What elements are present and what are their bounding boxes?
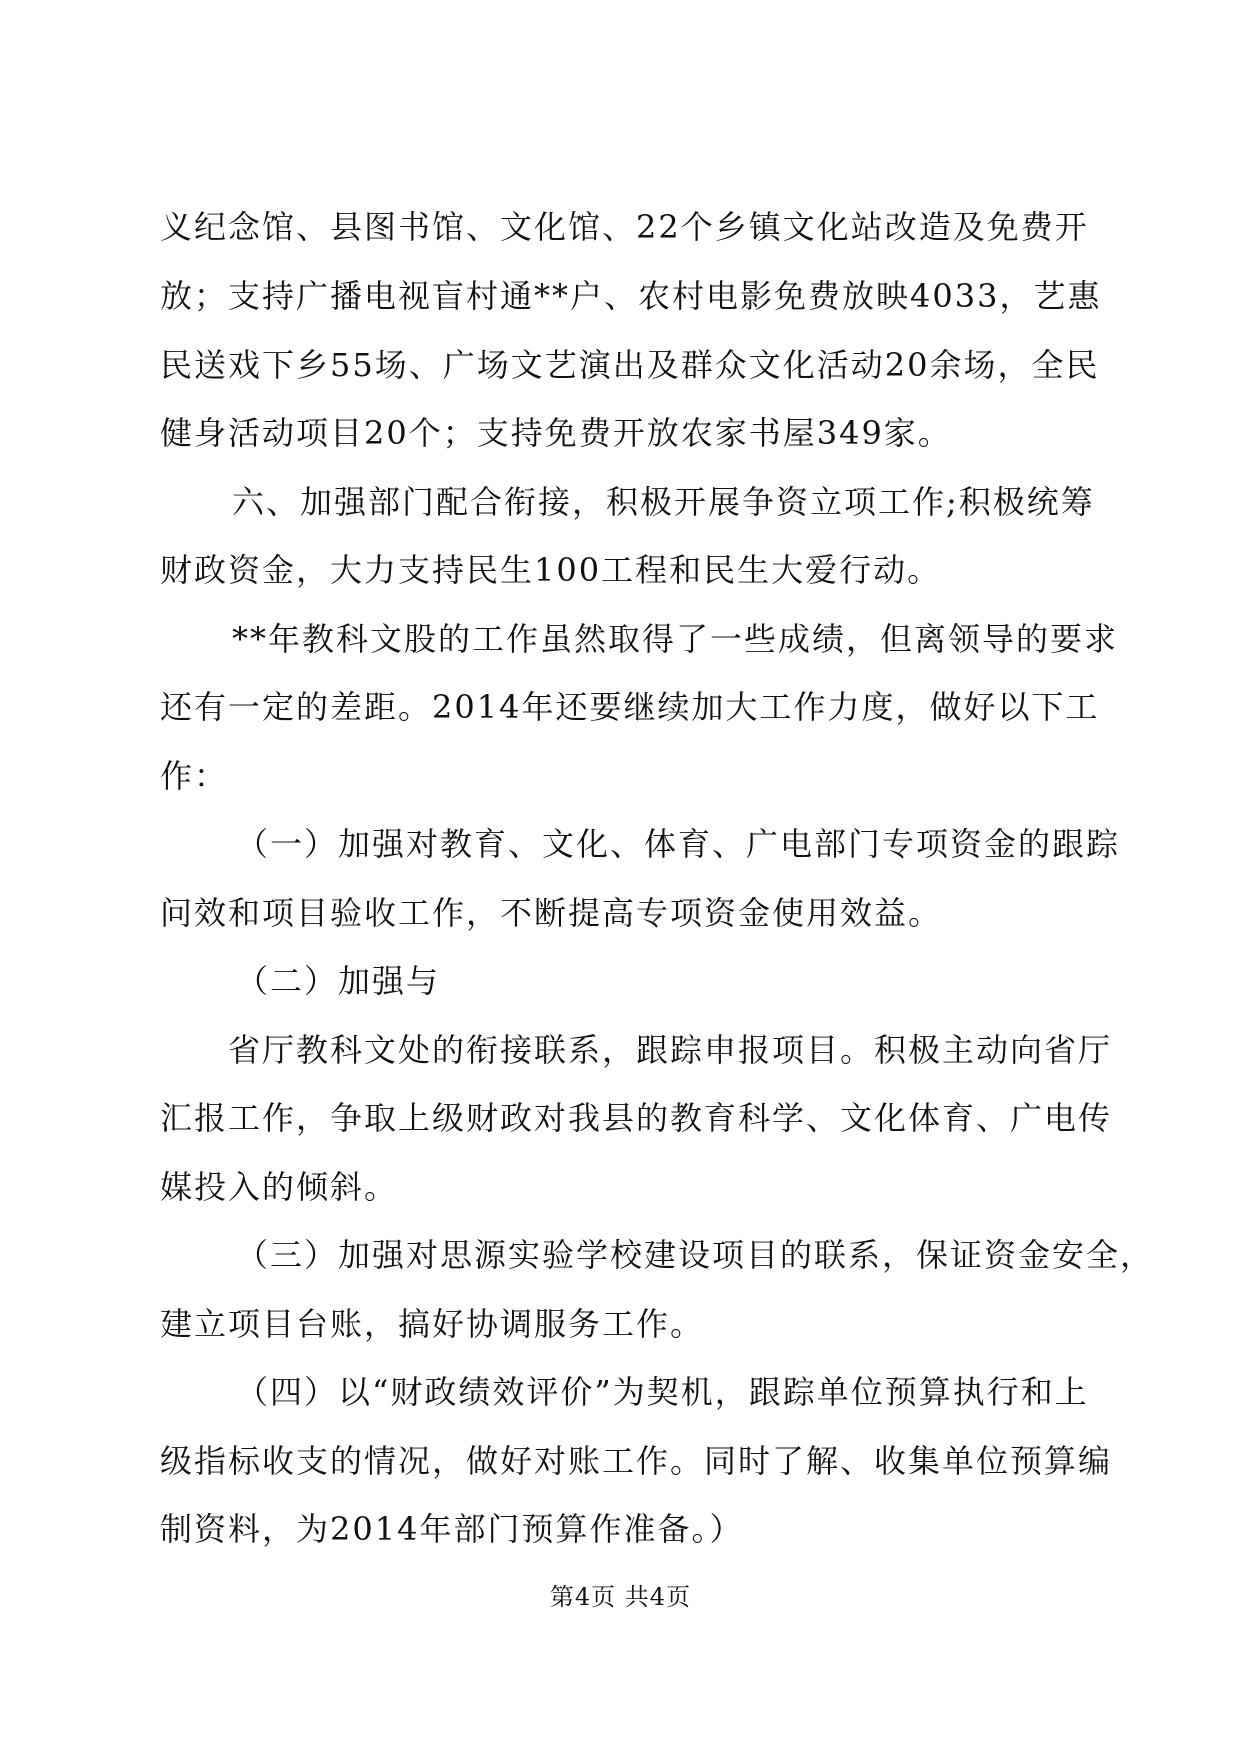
section-six-line-1: 六、加强部门配合衔接，积极开展争资立项工作;积极统筹 <box>232 483 1095 521</box>
body-line-4: 健身活动项目20个；支持免费开放农家书屋349家。 <box>160 414 952 452</box>
item-four-line-3: 制资料，为2014年部门预算作准备。） <box>160 1510 744 1548</box>
summary-line-1: **年教科文股的工作虽然取得了一些成绩，但离领导的要求 <box>232 620 1119 658</box>
body-line-2: 放；支持广播电视盲村通**户、农村电影免费放映4033，艺惠 <box>160 277 1102 315</box>
item-two-line-2: 省厅教科文处的衔接联系，跟踪申报项目。积极主动向省厅 <box>228 1031 1113 1069</box>
summary-line-2: 还有一定的差距。2014年还要继续加大工作力度，做好以下工 <box>160 688 1100 726</box>
item-three-line-1: （三）加强对思源实验学校建设项目的联系，保证资金安全， <box>236 1236 1155 1274</box>
item-four-line-1: （四）以“财政绩效评价”为契机，跟踪单位预算执行和上 <box>236 1373 1089 1411</box>
item-four-line-2: 级指标收支的情况，做好对账工作。同时了解、收集单位预算编 <box>160 1442 1113 1480</box>
item-one-line-2: 问效和项目验收工作，不断提高专项资金使用效益。 <box>160 894 943 932</box>
item-two-line-3: 汇报工作，争取上级财政对我县的教育科学、文化体育、广电传 <box>160 1099 1113 1137</box>
summary-line-3: 作： <box>160 757 229 795</box>
page-footer: 第4页 共4页 <box>549 1583 692 1611</box>
item-one-line-1: （一）加强对教育、文化、体育、广电部门专项资金的跟踪 <box>236 825 1121 863</box>
body-line-1: 义纪念馆、县图书馆、文化馆、22个乡镇文化站改造及免费开 <box>160 208 1089 246</box>
item-two-line-1: （二）加强与 <box>236 962 441 1000</box>
item-three-line-2: 建立项目台账，搞好协调服务工作。 <box>160 1305 705 1343</box>
item-two-line-4: 媒投入的倾斜。 <box>160 1168 399 1206</box>
section-six-line-2: 财政资金，大力支持民生100工程和民生大爱行动。 <box>160 551 942 589</box>
body-line-3: 民送戏下乡55场、广场文艺演出及群众文化活动20余场，全民 <box>160 346 1100 384</box>
